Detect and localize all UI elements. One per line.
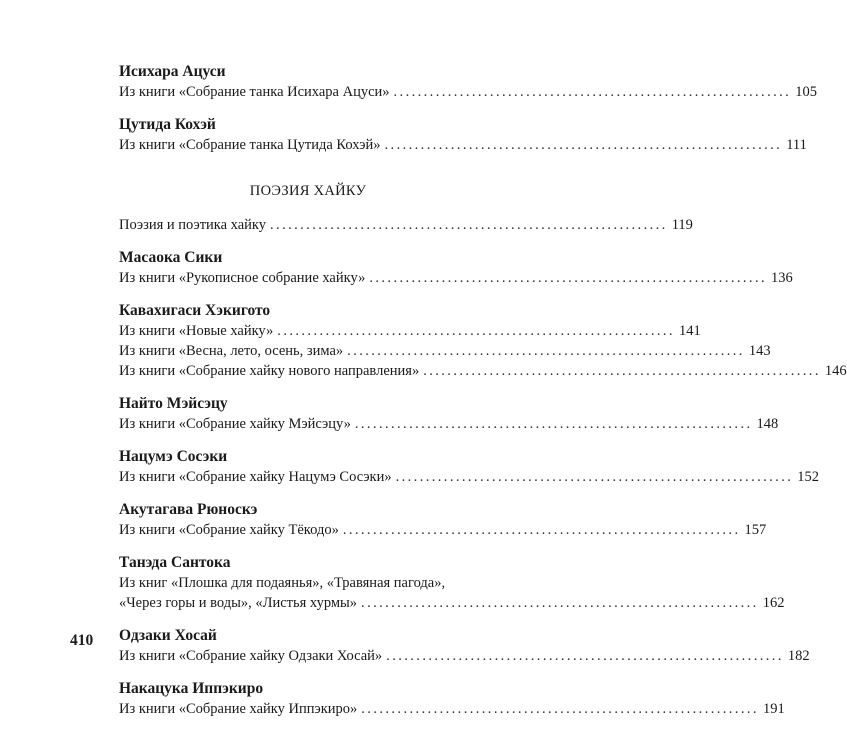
- entry-title: Из книги «Собрание хайку нового направления»: [119, 363, 420, 379]
- entry-title: Из книги «Собрание хайку Одзаки Хосай»: [119, 648, 383, 664]
- author-heading: Танэда Сантока: [119, 554, 231, 571]
- author-heading: Накацука Иппэкиро: [119, 680, 264, 697]
- toc-entry: [119, 646, 810, 666]
- entry-title: Из книги «Собрание хайку Тёкодо»: [119, 522, 339, 538]
- author-heading: Найто Мэйсэцу: [119, 395, 228, 412]
- author-heading: Исихара Ацуси: [119, 63, 226, 80]
- entry-title: Из книги «Собрание хайку Нацумэ Сосэки»: [119, 469, 392, 485]
- toc-entry: [119, 82, 817, 102]
- dot-leader: ..................................................................: [277, 323, 675, 339]
- entry-page: 148: [756, 416, 779, 432]
- entry-title: Из книги «Собрание хайку Мэйсэцу»: [119, 416, 351, 432]
- entry-page: 141: [678, 323, 701, 339]
- dot-leader: ..................................................................: [386, 648, 784, 664]
- section-heading: ПОЭЗИЯ ХАЙКУ: [249, 183, 367, 199]
- toc-entry: [119, 215, 693, 235]
- entry-page: 182: [787, 648, 810, 664]
- entry-page: 119: [671, 217, 693, 233]
- author-heading: Цутида Кохэй: [119, 116, 216, 133]
- dot-leader: ..................................................................: [270, 217, 668, 233]
- author-heading: Масаока Сики: [119, 249, 223, 266]
- toc-entry: [119, 699, 785, 719]
- entry-page: 143: [748, 343, 771, 359]
- author-heading: Кавахигаси Хэкигото: [119, 302, 271, 319]
- toc-entry: [119, 467, 820, 487]
- entry-title: Из книги «Рукописное собрание хайку»: [119, 270, 366, 286]
- entry-page: 162: [762, 595, 785, 611]
- entry-page: 136: [771, 270, 793, 286]
- dot-leader: ..................................................................: [342, 522, 741, 538]
- author-heading: Одзаки Хосай: [119, 627, 217, 644]
- dot-leader: ..................................................................: [354, 416, 753, 432]
- toc-entry: [119, 520, 767, 540]
- toc-entry: [119, 268, 793, 288]
- dot-leader: ..................................................................: [393, 84, 792, 100]
- entry-title-line: Из книг «Плошка для подаянья», «Травяная пагода»,: [119, 575, 446, 591]
- entry-title: «Через горы и воды», «Листья хурмы»: [119, 595, 358, 611]
- entry-title: Из книги «Собрание танка Исихара Ацуси»: [119, 84, 390, 100]
- dot-leader: ..................................................................: [361, 701, 759, 717]
- dot-leader: ..................................................................: [361, 595, 759, 611]
- entry-page: 146: [824, 363, 847, 379]
- table-of-contents: [119, 62, 847, 719]
- toc-entry: [119, 414, 779, 434]
- dot-leader: ..................................................................: [423, 363, 821, 379]
- entry-page: 157: [744, 522, 767, 538]
- toc-entry: [119, 361, 847, 381]
- entry-page: 191: [762, 701, 785, 717]
- entry-page: 111: [786, 137, 807, 153]
- entry-title: Из книги «Новые хайку»: [119, 323, 274, 339]
- entry-title: Из книги «Весна, лето, осень, зима»: [119, 343, 344, 359]
- toc-entry: [119, 341, 771, 361]
- toc-entry: [119, 321, 701, 341]
- author-heading: Нацумэ Сосэки: [119, 448, 228, 465]
- entry-page: 105: [795, 84, 817, 100]
- toc-entry: [119, 593, 785, 613]
- author-heading: Акутагава Рюноскэ: [119, 501, 258, 518]
- page-number: 410: [70, 632, 94, 649]
- dot-leader: ..................................................................: [395, 469, 794, 485]
- toc-entry: [119, 135, 807, 155]
- entry-title: Поэзия и поэтика хайку: [119, 217, 267, 233]
- entry-page: 152: [797, 469, 820, 485]
- entry-title: Из книги «Собрание хайку Иппэкиро»: [119, 701, 358, 717]
- dot-leader: ..................................................................: [384, 137, 783, 153]
- entry-title: Из книги «Собрание танка Цутида Кохэй»: [119, 137, 381, 153]
- dot-leader: ..................................................................: [347, 343, 745, 359]
- dot-leader: ..................................................................: [369, 270, 767, 286]
